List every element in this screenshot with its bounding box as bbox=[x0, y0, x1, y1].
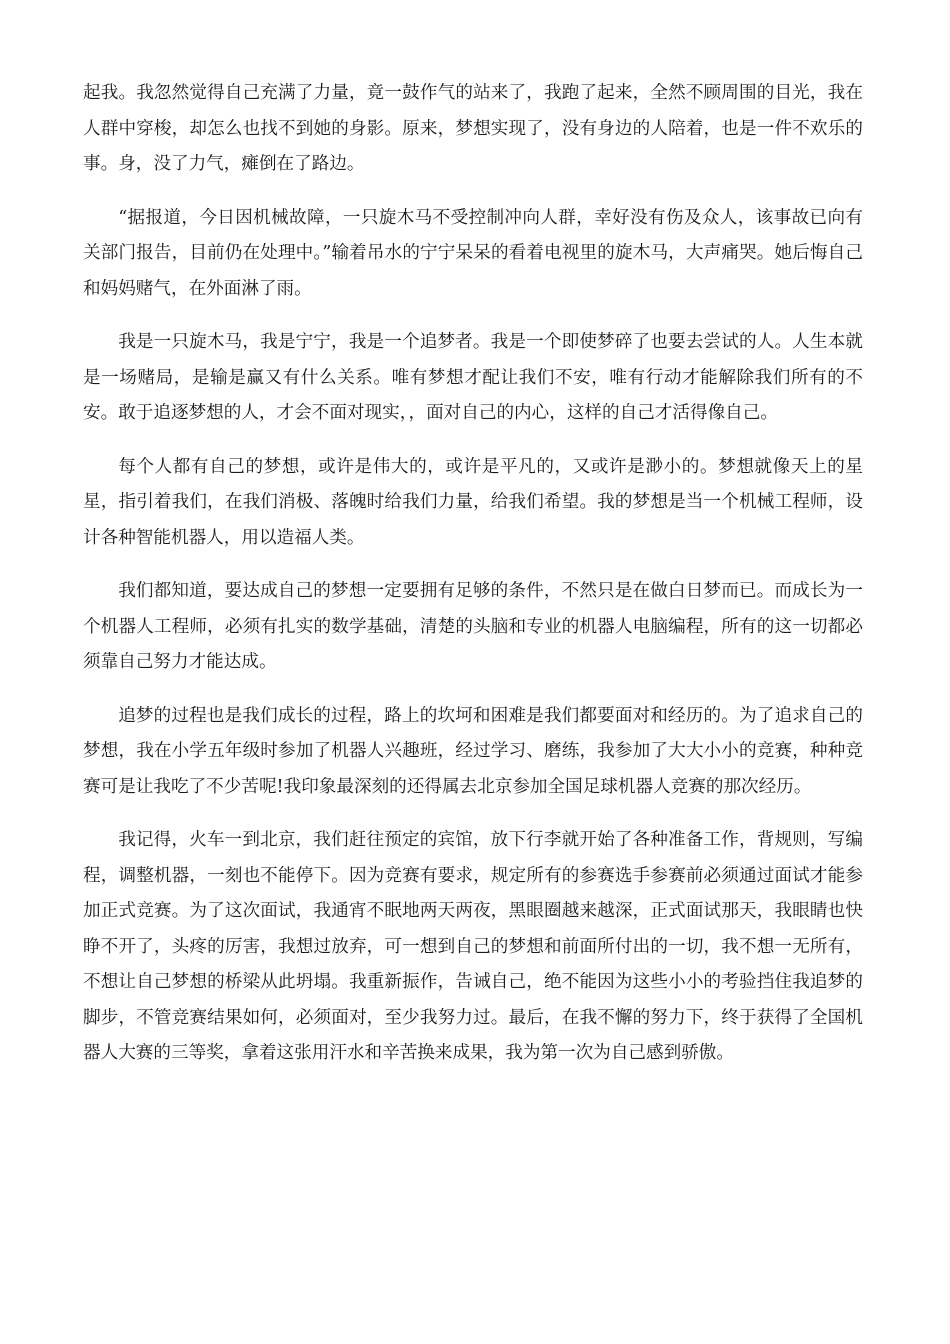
paragraph: 我们都知道，要达成自己的梦想一定要拥有足够的条件，不然只是在做白日梦而已。而成长为一个机器人工程师，必须有扎实的数学基础，清楚的头脑和专业的机器人电脑编程，所有的这一切都必须靠自己努力才能达成。 bbox=[83, 581, 863, 672]
paragraph: 我记得，火车一到北京，我们赶往预定的宾馆，放下行李就开始了各种准备工作，背规则，写编程，调整机器，一刻也不能停下。因为竞赛有要求，规定所有的参赛选手参赛前必须通过面试才能参加正式竞赛。为了这次面试，我通宵不眠地两天两夜，黑眼圈越来越深，正式面试那天，我眼睛也快睁不开了，头疼的厉害，我想过放弃，可一想到自己的梦想和前面所付出的一切，我不想一无所有，不想让自己梦想的桥梁从此坍塌。我重新振作，告诫自己，绝不能因为这些小小的考验挡住我追梦的脚步，不管竞赛结果如何，必须面对，至少我努力过。最后，在我不懈的努力下，终于获得了全国机器人大赛的三等奖，拿着这张用汗水和辛苦换来成果，我为第一次为自己感到骄傲。 bbox=[83, 830, 863, 1063]
paragraph: “据报道，今日因机械故障，一只旋木马不受控制冲向人群，幸好没有伤及众人，该事故已向有关部门报告，目前仍在处理中。”输着吊水的宁宁呆呆的看着电视里的旋木马，大声痛哭。她后悔自己和妈妈赌气，在外面淋了雨。 bbox=[83, 207, 863, 299]
document-body bbox=[83, 76, 863, 1090]
paragraph: 每个人都有自己的梦想，或许是伟大的，或许是平凡的，又或许是渺小的。梦想就像天上的星星，指引着我们，在我们消极、落魄时给我们力量，给我们希望。我的梦想是当一个机械工程师，设计各种智能机器人，用以造福人类。 bbox=[83, 456, 863, 548]
paragraph: 起我。我忽然觉得自己充满了力量，竟一鼓作气的站来了，我跑了起来，全然不顾周围的目光，我在人群中穿梭，却怎么也找不到她的身影。原来，梦想实现了，没有身边的人陪着，也是一件不欢乐的事。身，没了力气，瘫倒在了路边。 bbox=[83, 83, 863, 174]
paragraph: 追梦的过程也是我们成长的过程，路上的坎坷和困难是我们都要面对和经历的。为了追求自己的梦想，我在小学五年级时参加了机器人兴趣班，经过学习、磨练，我参加了大大小小的竞赛，种种竞赛可是让我吃了不少苦呢!我印象最深刻的还得属去北京参加全国足球机器人竞赛的那次经历。 bbox=[83, 705, 863, 797]
paragraph: 我是一只旋木马，我是宁宁，我是一个追梦者。我是一个即使梦碎了也要去尝试的人。人生本就是一场赌局，是输是赢又有什么关系。唯有梦想才配让我们不安，唯有行动才能解除我们所有的不安。敢于追逐梦想的人，才会不面对现实，，面对自己的内心，这样的自己才活得像自己。 bbox=[83, 332, 863, 423]
